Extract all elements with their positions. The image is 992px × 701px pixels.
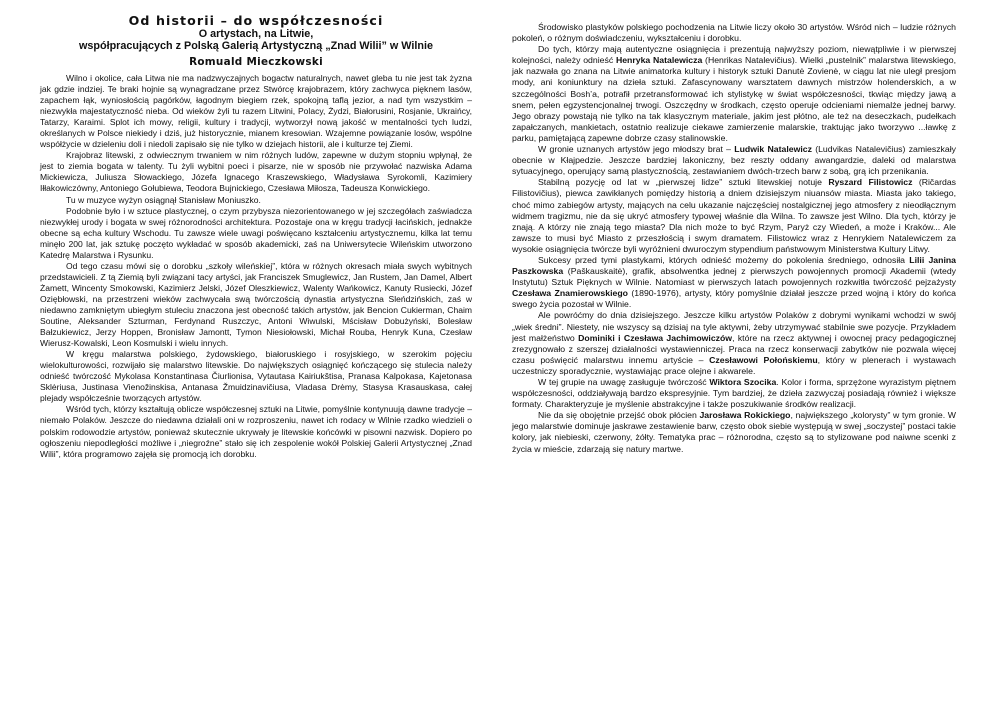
artist-name: Wiktora Szocika [709, 377, 777, 387]
paragraph-text: W gronie uznanych artystów jego młodszy brat – [538, 144, 735, 155]
artist-name: Lilii Janina Paszkowska [512, 254, 956, 277]
article-title: Od historii – do współczesności [128, 13, 384, 28]
artist-name: Ryszard Filistowicz [828, 177, 913, 188]
paragraph: Tu w muzyce wyżyn osiągnął Stanisław Moniuszko. [66, 194, 261, 205]
paragraph: Wilno i okolice, cała Litwa nie ma nadzwyczajnych bogactw naturalnych, nawet gleba tu nie jest tak żyzna jak gdzie indziej. Te braki hojnie są wynagradzane przez Stwórcę krajobrazem, który zachwyca pięknem lasów, zapachem łąk, wyniosłością pagórków, łagodnym biegiem rzek, spokojną taflą jezior, a nad tym wszystkim – niezwykła majestatyczność nieba. Od wieków żyli tu razem Litwini, Polacy, Żydzi, Białorusini, Rosjanie, Ukraińcy, Tatarzy, Karaimi. Splot ich mowy, religii, kultury i tradycji, wytworzył nową jakość w mentalności tych ludzi, określanych w Polsce niekiedy i dziś, już historycznie, mianem kresowian. Wzajemne powiązanie losów, wspólne współżycie w dzieleniu doli i niedoli zapisało się nie tylko w dziejach historii, ale i kulturze tej Ziemi. [40, 73, 472, 150]
paragraph-text: Ale powróćmy do dnia dzisiejszego. Jeszcze kilku artystów Polaków z dobrymi wynikami wchodzi w swój „wiek średni”. Niestety, nie wszyscy są dzisiaj na tyle aktywni, żeby utrzymywać stabilnie swe pozycje. Przykładem jest małżeństwo [512, 310, 956, 343]
paragraph [512, 44, 956, 144]
left-column [40, 14, 472, 701]
paragraph-text: (Ludvikas Natalevičius) zamieszkały obecnie w Kłajpedzie. Jeszcze bardziej lakoniczny, bez reszty oddany awangardzie, daleki od malarstwa sytuacyjnego, operujący samą plastycznością, zestawianiem dwóch-trzech barw z sobą, grą ich przenikania. [512, 144, 957, 177]
paragraph-text: Sukcesy przed tymi plastykami, których odnieść możemy do pokolenia średniego, odnosiła [538, 254, 910, 265]
paragraph-text: (Ričardas Filistovičius), piewca zawikłanych pomiędzy historią a dniem dzisiejszym niuansów miasta. Miasta jako takiego, choć mimo zabiegów artysty, mających na celu ukazanie najczęściej nostalgicznej jego atmosfery z nieodłącznym widmem tragizmu, nie da się ukryć atmosfery typowej właśnie dla Wilna. To zawsze jest Wilno. Dla tych, którzy je znają. A którzy nie znają tego miasta? Dla nich może to być Rzym, Paryż czy Wiedeń, a może i Kraków... Ale zawsze to musi być Miasto z przeszłością i swym dramatem. Filistowicz wraz z Henrykiem Natalewiczem za wysokie osiągnięcia twórcze byli wyróżnieni dwuroczym stypendium państwowym Ministerstwa Kultury Litwy. [512, 177, 956, 254]
paragraph-text: (Henrikas Natalevičius). Wielki „pustelnik” malarstwa litewskiego, jak nazwała go znana na Litwie animatorka kultury i historyk sztuki Danutė Zovienė, w ciągu lat nie uległ presjom mody, ani koniunktury na dzieła sztuki. Zafascynowany warsztatem dawnych mistrzów holenderskich, a w szczególności Bosh’a, potrafił przetransformować ich stylistykę w świat współczesności, tkwiąc między jawą a snem, pełen egzystencjonalnej trwogi. Oszczędny w środkach, często operuje odcieniami niemalże jednej barwy. Jego obrazy powstają nie tylko na tak klasycznym materiale, jakim jest płótno, ale też na deseczkach, pudełkach zapałczanych, mankietach, ostatnio realizuje ciekawe zamierzenie malarskie, traktując jako tworzywo ...ławkę z parku, pamiętającą zapewne dobrze czasy stalinowskie. [512, 55, 956, 143]
paragraph: Wśród tych, którzy kształtują oblicze współczesnej sztuki na Litwie, pomyślnie kontynuują dawne tradycje – niemało Polaków. Jeszcze do niedawna działali oni w rozproszeniu, nawet ich rodacy w Wilnie rzadko wiedzieli o polskim rodowodzie artystów, ponieważ skutecznie ukrywały je litewskie końcówki w pisowni nazwisk. Dopiero po ogłoszeniu niepodległości możliwe i „niegroźne” stało się ich zespolenie wokół Polskiej Galerii Artystycznej „Znad Wilii”, która programowo zajęła się promocją ich dorobku. [40, 404, 472, 459]
paragraph-text: , które na rzecz aktywnej i owocnej pracy pedagogicznej zrezygnowało z szerszej działalności wystawienniczej. Praca na rzecz konserwacji zabytków nie pozwala więcej czasu poświęcić malarstwu innemu artyście – [512, 332, 956, 365]
article-subtitle-line-1: O artystach, na Litwie, [198, 28, 314, 40]
artist-name: Czesławowi Połońskiemu [709, 354, 818, 365]
paragraph-text: W tej grupie na uwagę zasługuje twórczość [538, 377, 710, 387]
paragraph-text: (Paškauskaitė), grafik, absolwentka jednej z pierwszych powojennych promocji Akademii (wtedy Instytutu) Sztuk Pięknych w Wilnie. Natomiast w pierwszych latach powojennych rozkwitła twórczość pejzażysty [512, 266, 956, 288]
paragraph: Krajobraz litewski, z odwiecznym trwaniem w nim różnych ludów, zapewne w dużym stopniu wpłynął, że jest to ziemia bogata w talenty. Tu żyli wybitni poeci i pisarze, nie w sposób nie przywołać nazwiska Adama Mickiewicza, Juliusza Słowackiego, Józefa Ignacego Kraszewskiego, Władysława Syrokomli, Kazimiery Iłłakowiczówny, Antoniego Gołubiewa, Teodora Bujnickiego, Czesława Miłosza, Tadeusza Konwickiego. [40, 150, 472, 194]
paragraph [512, 22, 956, 44]
article-subtitle-line-2: współpracujących z Polską Galerią Artystyczną „Znad Wilii” w Wilnie [78, 40, 433, 52]
paragraph [512, 410, 956, 454]
artist-name: Ludwik Natalewicz [734, 144, 812, 155]
paragraph: Podobnie było i w sztuce plastycznej, o czym przybysza niezorientowanego w jej szczegółach zaświadcza niezwykłej urody i bogata w swej różnorodności architektura. Pozostaje ona w kręgu tradycji łacińskich, jednakże obecne są echa kultury Wschodu. Tu zawsze wiele uwagi poświęcano kształceniu artystycznemu, kilka lat temu minęło 200 lat, jak sztukę poczęto wykładać w sposób akademicki, zaś na Uniwersytecie Wileńskim utworzono Katedrę Malarstwa i Rysunku. [40, 205, 472, 260]
paragraph: W kręgu malarstwa polskiego, żydowskiego, białoruskiego i rosyjskiego, w szerokim pojęciu wielokulturowości, rozwijało się malarstwo litewskie. Do największych osiągnięć kończącego się stulecia należy odnieść twórczość Mykolasa Konstantinasa Čiurlionisa, Vytautasa Kairiukštisa, Pranasa Kalpokasa, Kajetonasa Sklėriusa, Justinasa Vienožinskisa, Antanasa Žmuidzinavičiusa, Vladasa Drėmy, Stasysa Krasauskasa, całej plejady współcześnie tworzących artystów. [40, 349, 472, 404]
paragraph-text: Środowisko plastyków polskiego pochodzenia na Litwie liczy około 30 artystów. Wśród nich – ludzie różnych pokoleń, o różnym doświadczeniu, wykształceniu i dorobku. [512, 22, 956, 44]
artist-name: Henryka Natalewicza [615, 55, 703, 66]
article-author: Romuald Mieczkowski [189, 56, 323, 68]
paragraph-text: Nie da się obojętnie przejść obok płócien [538, 410, 700, 421]
paragraph [512, 144, 956, 177]
paragraph [512, 255, 956, 310]
paragraph-text: Do tych, którzy mają autentyczne osiągnięcia i prezentują najwyższy poziom, niewątpliwie i w pierwszej kolejności, należy odnieść [512, 44, 956, 66]
paragraph [512, 377, 956, 410]
article-header [40, 14, 472, 68]
paragraph-text: , największego „kolorysty” w tym gronie. W jego malarstwie dominuje jaskrawe zestawienie barw, często obok siebie występują w swej „soczystej” postaci takie kolory, jak niebieski, czerwony, żółty. Tematyka prac – różnorodna, często są to stylizowane pod naiwne scenki z życia w mieście, zdarzają się natury martwe. [512, 410, 956, 454]
paragraph: Od tego czasu mówi się o dorobku „szkoły wileńskiej”, która w różnych okresach miała swych wybitnych przedstawicieli. Z tą Ziemią byli związani tacy artyści, jak Franciszek Smuglewicz, Jan Rustem, Jan Damel, Albert Żamett, Wincenty Smokowski, Kazimierz Jelski, Józef Oleszkiewicz, Walenty Wańkowicz, Kanuty Rusiecki, Józef Oziębłowski, na przestrzeni wieków zachwycała swą twórczością dynastia artystyczna Sleńdzińskich, zaś w niedawno zamkniętym ubiegłym stuleciu znaczona jest obecność takich artystów, jak Bencion Cukierman, Chaim Soutine, Aleksander Szturman, Ferdynand Ruszczyc, Antoni Wiwulski, Mścisław Dobużyński, Bolesław Bałzukiewicz, Jerzy Hoppen, Bronisław Jamontt, Tymon Niesiołowski, Michał Rouba, Henryk Kuna, Czesław Wierusz-Kowalski, Leon Kosmulski i wielu innych. [40, 260, 472, 349]
artist-name: Dominiki i Czesława Jachimowiczów [578, 332, 733, 343]
artist-name: Jarosława Rokickiego [699, 410, 791, 421]
paragraph-text: Stabilną pozycję od lat w „pierwszej lidze” sztuki litewskiej notuje [538, 177, 829, 188]
paragraph [512, 310, 956, 377]
paragraph [512, 177, 956, 255]
right-column [512, 22, 956, 701]
paragraph-text: (1890-1976), artysty, który pomyślnie działał jeszcze przed wojną i który do końca swego życia pozostał w Wilnie. [512, 288, 956, 310]
artist-name: Czesława Znamierowskiego [512, 288, 628, 299]
paragraph-text: . Kolor i forma, sprzężone wyrazistym piętnem współczesności, oddziaływają bardzo ekspresyjnie. Tym bardziej, że dzieła zazwyczaj posiadają również i większe formaty. Charakteryzuje je myślenie abstrakcyjne i także poszukiwanie środków realizacji. [512, 377, 956, 410]
paragraph-text: , który w plenerach i wystawach uczestniczy sporadycznie, wystawiając prace olejne i akwarele. [512, 354, 957, 376]
